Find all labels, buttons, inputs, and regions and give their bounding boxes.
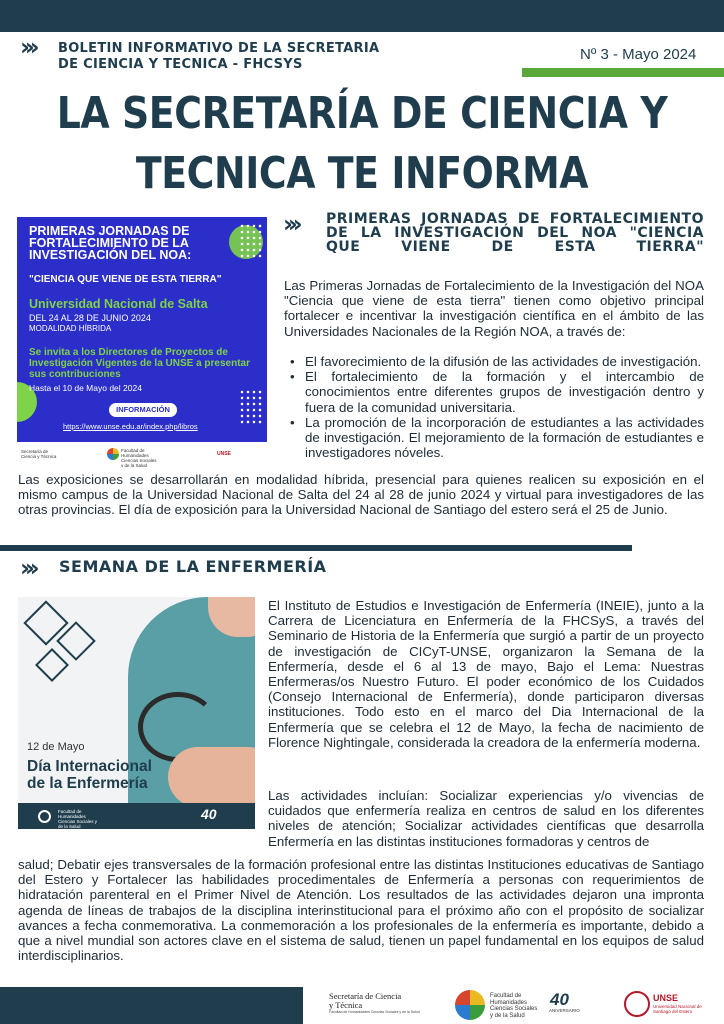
section2-heading: SEMANA DE LA ENFERMERÍA	[59, 557, 327, 576]
footer-unse-seal-icon	[624, 991, 650, 1017]
poster-university: Universidad Nacional de Salta	[29, 297, 208, 311]
poster-subtitle: "CIENCIA QUE VIENE DE ESTA TIERRA"	[29, 274, 222, 285]
poster-footer-hum-logo-icon	[107, 448, 119, 460]
section-divider	[0, 545, 632, 551]
poster-mode: MODALIDAD HÍBRIDA	[29, 324, 112, 333]
footer-unse-sub: Universidad Nacional de Santiago del Estero	[653, 1004, 702, 1014]
jornadas-poster-image	[17, 217, 267, 467]
issue-number: Nº 3 - Mayo 2024	[580, 46, 697, 63]
footer-humanidades-logo-icon	[455, 990, 485, 1020]
poster-deadline: Hasta el 10 de Mayo del 2024	[29, 383, 142, 393]
footer-sec-line-2: y Técnica	[329, 1000, 363, 1010]
poster-footer-sec: Secretaría de Ciencia y Técnica	[21, 449, 57, 459]
footer-humanidades-text	[490, 993, 537, 1019]
title-line-1: LA SECRETARÍA DE CIENCIA Y	[56, 88, 668, 139]
section1-bullet-list	[286, 354, 704, 460]
footer-hum-line-2: Humanidades	[490, 999, 528, 1006]
list-item: • La promoción de la incorporación de estudiantes a las actividades de investigación. El mejoramiento de la formación de estudiantes e investigadores nóveles.	[286, 415, 704, 461]
poster-info-button: INFORMACIÓN	[109, 403, 177, 417]
section1-arrows-icon: ›››	[283, 210, 298, 238]
footer-hum-line-1: Facultad de	[490, 993, 522, 999]
top-banner-bar	[0, 0, 724, 32]
footer-sec-line-1: Secretaría de Ciencia	[329, 991, 402, 1001]
decorative-geometric-icon	[35, 648, 69, 682]
image-strip-text: Facultad de Humanidades Ciencias Sociales y de la Salud	[58, 809, 98, 829]
footer-secretaria-logo	[329, 992, 420, 1014]
footer-hum-line-4: y de la Salud	[490, 1012, 525, 1019]
section2-paragraph-2-side: Las actividades incluían: Socializar experiencias y/o vivencias de cuidados que enfermería realiza en centros de salud en los diferentes niveles de atención; Socializar actividades científicas que desarrolla Enfermería en las distintas instituciones formadoras y centros de	[268, 788, 704, 849]
footer-hum-line-3: Ciencias Sociales	[490, 1006, 538, 1012]
poster-dot-pattern-top	[239, 223, 263, 259]
header-accent-bar	[522, 68, 724, 77]
image-title-line-1: Día Internacional	[27, 758, 152, 775]
faculty-logo-icon	[38, 810, 51, 823]
section1-intro: Las Primeras Jornadas de Fortalecimiento de la Investigación del NOA "Ciencia que viene de esta tierra" tienen como objetivo principal fortalecer e incentivar la investigación científica en el ámbito de las Universidades Nacionales de la Región NOA, a través de:	[284, 278, 704, 339]
list-item: • El favorecimiento de la difusión de las actividades de investigación.	[286, 354, 704, 369]
image-date: 12 de Mayo	[27, 741, 85, 753]
bulletin-line-2: DE CIENCIA Y TECNICA - FHCSYS	[58, 57, 303, 72]
image-strip-40: 40	[201, 806, 217, 822]
title-line-2: TECNICA TE INFORMA	[135, 148, 589, 199]
poster-heading: PRIMERAS JORNADAS DE FORTALECIMIENTO DE LA INVESTIGACIÓN DEL NOA:	[29, 224, 192, 262]
footer-bar	[0, 987, 303, 1024]
section1-heading: PRIMERAS JORNADAS DE FORTALECIMIENTO DE LA INVESTIGACIÓN DEL NOA "CIENCIA QUE VIENE DE ESTA TIERRA"	[326, 211, 704, 255]
poster-dates: DEL 24 AL 28 DE JUNIO 2024	[29, 313, 151, 323]
image-title-line-2: de la Enfermería	[27, 775, 148, 792]
footer-40-logo: 40	[550, 990, 569, 1009]
bulletin-name	[58, 41, 379, 73]
nursing-day-image	[18, 597, 255, 829]
poster-footer-unse: UNSE	[217, 451, 231, 457]
nurse-arm-shape	[168, 747, 255, 807]
poster-dot-pattern-bottom	[239, 389, 263, 425]
footer-40-sub: ANIVERSARIO	[549, 1008, 580, 1013]
section2-paragraph-1: El Instituto de Estudios e Investigación de Enfermería (INEIE), junto a la Carrera de Licenciatura en Enfermería de la FHCSyS, a través del Seminario de Historia de la Enfermería que surgió a partir de un proyecto de investigación de CICyT-UNSE, organizaron la Semana de la Enfermería, desde el 6 al 13 de mayo, Bajo el Lema: Nuestras Enfermeras/os Nuestro Futuro. El poder económico de los Cuidados (Consejo Internacional de Enfermería), donde participaron diversas instituciones. Todo esto en el marco del Dia Internacional de la Enfermería que se celebra el 12 de Mayo, la fecha de nacimiento de Florence Nightingale, considerada la creadora de la enfermería moderna.	[268, 598, 704, 750]
page-title	[51, 84, 674, 204]
section1-closing: Las exposiciones se desarrollarán en modalidad híbrida, presencial para quienes realicen su exposición en el mismo campus de la Universidad Nacional de Salta del 24 al 28 de junio 2024 y virtual para investigadores de las otras provincias. El día de exposición para la Universidad Nacional de Santiago del estero será el 25 de Junio.	[18, 472, 704, 518]
header-arrows-icon: ›››	[20, 33, 35, 61]
poster-invite: Se invita a los Directores de Proyectos de Investigación Vigentes de la UNSE a presentar sus contribuciones	[29, 347, 251, 380]
poster-footer-logos	[17, 442, 267, 467]
section2-paragraph-2-full: salud; Debatir ejes transversales de la formación profesional entre las distintas Instituciones educativas de Santiago del Estero y Fortalecer las habilidades procedimentales de Enfermería a personas con requerimientos de hidratación parenteral en el Primer Nivel de Atención. Los resultados de las actividades dejaron una impronta agenda de líneas de trabajos de la disciplina interinstitucional para el próximo año con el propósito de socializar avances a fecha conmemorativa. La conmemoración a los profesionales de la enfermería es importante, debido a que a nivel mundial son actores clave en el sistema de salud, tienen un papel fundamental en los equipos de salud interdisciplinarios.	[18, 857, 704, 964]
section2-arrows-icon: ›››	[20, 554, 35, 582]
image-logo-strip	[18, 803, 255, 829]
bulletin-line-1: BOLETIN INFORMATIVO DE LA SECRETARIA	[58, 41, 380, 56]
footer-unse-logo: UNSE	[653, 993, 679, 1003]
footer-sec-small: Facultad de Humanidades Ciencias Sociales y de la Salud	[329, 1010, 420, 1014]
poster-url: https://www.unse.edu.ar/index.php/libros	[63, 422, 198, 431]
image-title	[27, 758, 152, 792]
list-item: • El fortalecimiento de la formación y el intercambio de conocimientos entre diferentes grupos de investigación dentro y fuera de la comunidad universitaria.	[286, 369, 704, 415]
poster-footer-fac: Facultad de Humanidades Ciencias Sociales y de la Salud	[121, 448, 157, 467]
